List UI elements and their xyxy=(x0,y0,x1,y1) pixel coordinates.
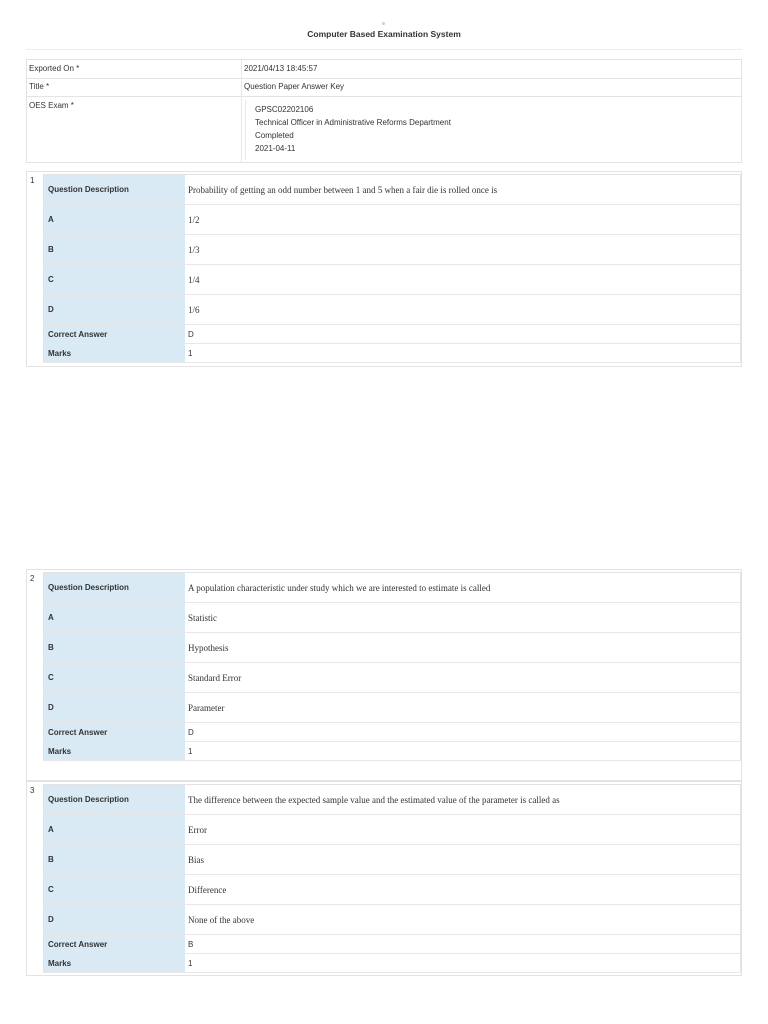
row-label: D xyxy=(44,295,186,325)
question-description-row xyxy=(44,785,741,815)
option-row-c xyxy=(44,265,741,295)
row-label: Marks xyxy=(44,344,186,363)
option-row-d xyxy=(44,295,741,325)
question-description-row xyxy=(44,573,741,603)
exam-code: GPSC02202106 xyxy=(255,105,314,114)
option-row-d xyxy=(44,693,741,723)
correct-answer-row xyxy=(44,325,741,344)
question-number: 1 xyxy=(30,176,35,185)
row-label: Question Description xyxy=(44,175,186,205)
page-marker-dot xyxy=(382,22,385,25)
export-metadata-table xyxy=(26,59,742,163)
question-number: 2 xyxy=(30,574,35,583)
row-label: A xyxy=(44,815,186,845)
question-table xyxy=(43,174,741,363)
row-label: Marks xyxy=(44,954,186,973)
option-text: Bias xyxy=(185,845,741,875)
marks-value: 1 xyxy=(185,954,741,973)
option-row-a xyxy=(44,205,741,235)
correct-answer: D xyxy=(185,723,741,742)
exam-post-name: Technical Officer in Administrative Reforms Department xyxy=(255,118,451,127)
marks-value: 1 xyxy=(185,344,741,363)
row-label: C xyxy=(44,875,186,905)
metadata-label: OES Exam * xyxy=(29,101,74,110)
row-label: B xyxy=(44,235,186,265)
row-label: Question Description xyxy=(44,573,186,603)
metadata-row-exported-on xyxy=(27,60,741,79)
option-text: 1/6 xyxy=(185,295,741,325)
option-text: 1/2 xyxy=(185,205,741,235)
correct-answer: B xyxy=(185,935,741,954)
option-text: Standard Error xyxy=(185,663,741,693)
header-divider xyxy=(26,49,742,50)
question-card xyxy=(26,171,742,367)
option-text: 1/3 xyxy=(185,235,741,265)
exam-details-divider xyxy=(245,100,246,160)
row-label: D xyxy=(44,905,186,935)
exam-status: Completed xyxy=(255,131,294,140)
option-row-c xyxy=(44,875,741,905)
correct-answer-row xyxy=(44,935,741,954)
option-text: 1/4 xyxy=(185,265,741,295)
option-text: None of the above xyxy=(185,905,741,935)
question-description: Probability of getting an odd number between 1 and 5 when a fair die is rolled once is xyxy=(185,175,741,205)
marks-value: 1 xyxy=(185,742,741,761)
question-description: A population characteristic under study which we are interested to estimate is called xyxy=(185,573,741,603)
question-description-row xyxy=(44,175,741,205)
option-row-b xyxy=(44,845,741,875)
marks-row xyxy=(44,954,741,973)
row-label: D xyxy=(44,693,186,723)
option-row-b xyxy=(44,633,741,663)
option-row-a xyxy=(44,603,741,633)
correct-answer-row xyxy=(44,723,741,742)
option-text: Difference xyxy=(185,875,741,905)
metadata-value: 2021/04/13 18:45:57 xyxy=(244,64,318,73)
row-label: Correct Answer xyxy=(44,935,186,954)
metadata-row-title xyxy=(27,78,741,97)
option-text: Hypothesis xyxy=(185,633,741,663)
metadata-label: Title * xyxy=(29,82,50,91)
row-label: C xyxy=(44,265,186,295)
question-table xyxy=(43,572,741,761)
option-row-b xyxy=(44,235,741,265)
row-label: A xyxy=(44,603,186,633)
option-row-c xyxy=(44,663,741,693)
exam-details xyxy=(255,103,451,155)
option-text: Error xyxy=(185,815,741,845)
question-number: 3 xyxy=(30,786,35,795)
marks-row xyxy=(44,742,741,761)
exam-date: 2021-04-11 xyxy=(255,144,296,153)
row-label: Marks xyxy=(44,742,186,761)
question-description: The difference between the expected sample value and the estimated value of the parameter is called as xyxy=(185,785,741,815)
metadata-label: Exported On * xyxy=(29,64,80,73)
row-label: Correct Answer xyxy=(44,325,186,344)
question-table xyxy=(43,784,741,973)
option-row-a xyxy=(44,815,741,845)
question-card xyxy=(26,781,742,976)
row-label: A xyxy=(44,205,186,235)
option-text: Statistic xyxy=(185,603,741,633)
metadata-value: Question Paper Answer Key xyxy=(244,82,345,91)
row-label: Correct Answer xyxy=(44,723,186,742)
correct-answer: D xyxy=(185,325,741,344)
option-text: Parameter xyxy=(185,693,741,723)
row-label: C xyxy=(44,663,186,693)
row-label: B xyxy=(44,633,186,663)
option-row-d xyxy=(44,905,741,935)
marks-row xyxy=(44,344,741,363)
row-label: B xyxy=(44,845,186,875)
row-label: Question Description xyxy=(44,785,186,815)
page-title: Computer Based Examination System xyxy=(307,29,461,39)
question-card xyxy=(26,569,742,781)
